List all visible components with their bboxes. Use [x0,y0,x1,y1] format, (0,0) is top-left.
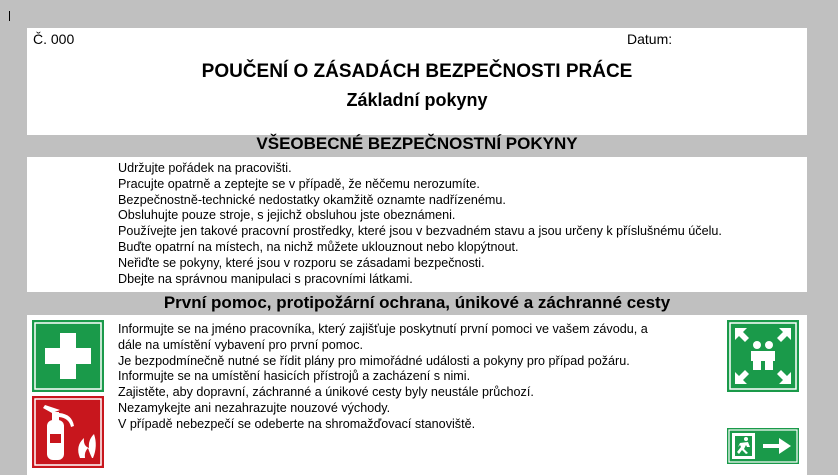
general-section-heading: VŠEOBECNÉ BEZPEČNOSTNÍ POKYNY [256,134,578,153]
text-line: Zajistěte, aby dopravní, záchranné a únikové cesty byly neustále průchozí. [118,385,534,400]
text-line: V případě nebezpečí se odeberte na shromažďovací stanoviště. [118,416,476,431]
list-item: Obsluhujte pouze stroje, s jejichž obsluhou jste obeznámeni. [118,208,456,223]
list-item: Udržujte pořádek na pracovišti. [118,161,292,175]
emergency-exit-icon [727,428,799,464]
list-item: Dbejte na správnou manipulaci s pracovními látkami. [118,271,413,286]
fire-extinguisher-icon [32,396,104,468]
text-line: Je bezpodmínečně nutné se řídit plány pro mimořádné události a pokyny pro případ požáru. [118,353,630,368]
general-section [27,157,807,292]
page-title: POUČENÍ O ZÁSADÁCH BEZPEČNOSTI PRÁCE [201,61,633,82]
assembly-point-icon [727,320,799,392]
first-aid-section-heading: První pomoc, protipožární ochrana, únikové a záchranné cesty [163,293,671,312]
list-item: Používejte jen takové pracovní prostředky, které jsou v bezvadném stavu a jsou určeny k příslušnému účelu. [118,224,722,239]
text-cursor [9,11,10,21]
list-item: Pracujte opatrně a zeptejte se v případě, že něčemu nerozumíte. [118,176,480,191]
text-line: Nezamykejte ani nezahrazujte nouzové východy. [118,400,391,415]
date-label: Datum: [627,31,673,47]
text-line: dále na umístění vybavení pro první pomoc. [118,337,364,352]
list-item: Neřiďte se pokyny, které jsou v rozporu se zásadami bezpečnosti. [118,255,485,270]
list-item: Bezpečnostně-technické nedostatky okamžitě oznamte nadřízenému. [118,192,506,207]
document-number: Č. 000 [33,31,75,47]
text-line: Informujte se na jméno pracovníka, který zajišťuje poskytnutí první pomoci ve vašem závodu, a [118,322,648,336]
first-aid-section [27,315,807,475]
header-block [27,28,807,135]
first-aid-text [118,322,718,433]
first-aid-icon [32,320,104,392]
text-line: Informujte se na umístění hasicích přístrojů a zacházení s nimi. [118,369,471,384]
list-item: Buďte opatrní na místech, na nichž můžete uklouznout nebo klopýtnout. [118,239,519,254]
page-subtitle: Základní pokyny [346,90,488,110]
document-page [27,0,807,475]
general-rules-list [118,161,722,287]
